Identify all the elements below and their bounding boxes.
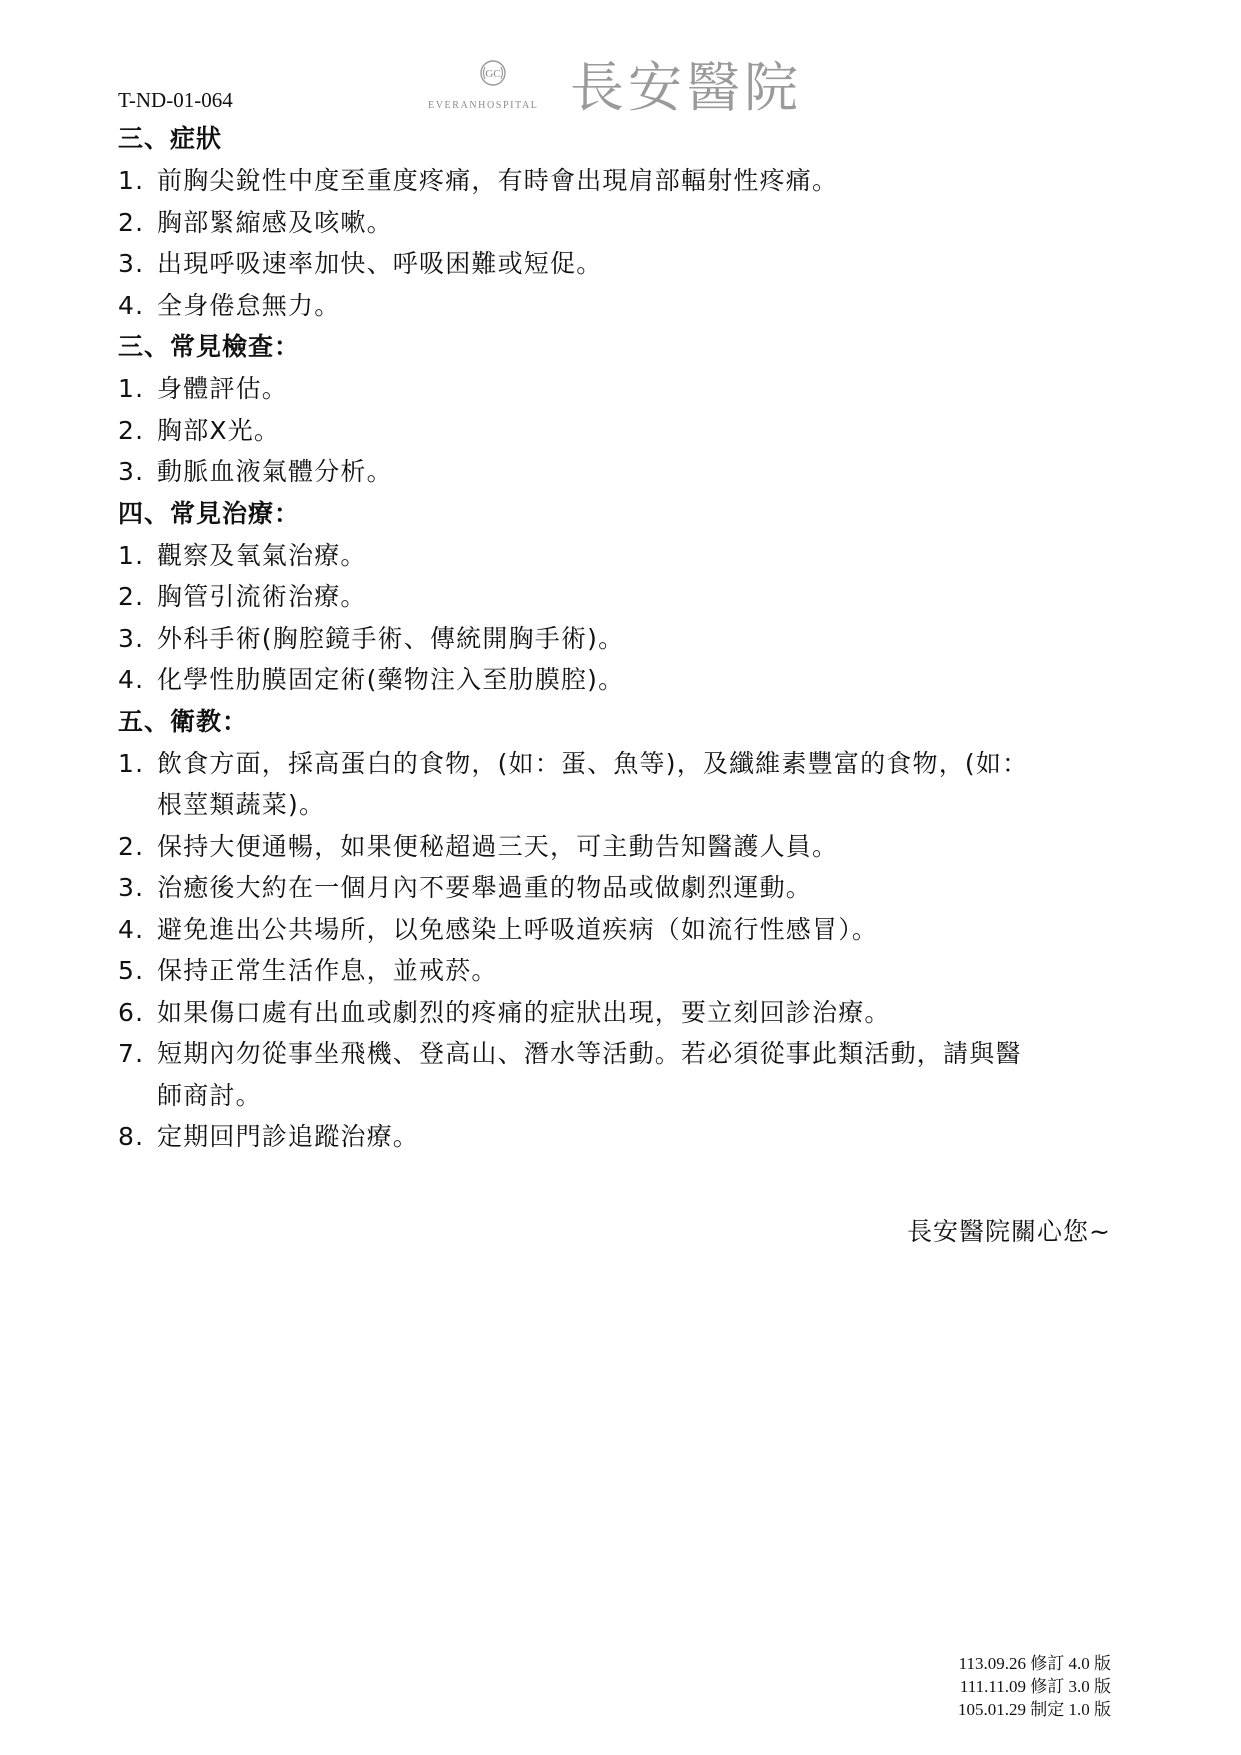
item-text: 前胸尖銳性中度至重度疼痛，有時會出現肩部輻射性疼痛。 xyxy=(157,166,839,195)
section-examinations xyxy=(118,326,1138,493)
item-number: 3. xyxy=(118,623,145,653)
item-number: 4. xyxy=(118,914,145,944)
list-item xyxy=(118,992,1138,1034)
document-body xyxy=(118,118,1138,1158)
item-text: 保持正常生活作息，並戒菸。 xyxy=(157,956,498,985)
item-text xyxy=(157,1033,1138,1116)
list-item xyxy=(118,576,1138,618)
logo-chinese-name: 長安醫院 xyxy=(570,56,802,119)
item-number: 3. xyxy=(118,249,145,278)
item-number: 2. xyxy=(118,831,145,861)
list-item xyxy=(118,909,1138,951)
item-text: 避免進出公共場所，以免感染上呼吸道疾病（如流行性感冒）。 xyxy=(157,914,879,944)
item-text: 定期回門診追蹤治療。 xyxy=(157,1122,420,1151)
svg-text:GC: GC xyxy=(485,68,501,80)
item-text-line: 根莖類蔬菜)。 xyxy=(157,790,326,819)
version-line: 113.09.26 修訂 4.0 版 xyxy=(958,1654,1111,1673)
list-item xyxy=(118,659,1138,701)
list-item xyxy=(118,535,1138,577)
item-number: 4. xyxy=(118,290,145,320)
section-treatments xyxy=(118,493,1138,701)
item-text: 全身倦怠無力。 xyxy=(157,290,341,320)
closing-note: 長安醫院關心您~ xyxy=(907,1217,1111,1246)
list-item xyxy=(118,743,1138,826)
item-text: 胸部X光。 xyxy=(157,415,281,445)
item-text-line: 飲食方面，採高蛋白的食物，(如：蛋、魚等)，及纖維素豐富的食物，(如： xyxy=(157,748,1029,778)
item-text: 身體評估。 xyxy=(157,374,289,403)
item-text: 外科手術(胸腔鏡手術、傳統開胸手術)。 xyxy=(157,623,625,653)
item-number: 7. xyxy=(118,1039,145,1068)
item-number: 6. xyxy=(118,997,145,1027)
item-text: 觀察及氧氣治療。 xyxy=(157,540,367,570)
list-item xyxy=(118,950,1138,992)
item-text: 保持大便通暢，如果便秘超過三天，可主動告知醫護人員。 xyxy=(157,831,839,861)
version-line: 111.11.09 修訂 3.0 版 xyxy=(959,1677,1111,1696)
hospital-emblem-icon xyxy=(478,58,508,88)
item-number: 1. xyxy=(118,540,145,570)
item-number: 1. xyxy=(118,748,145,778)
section-heading: 四、常見治療： xyxy=(118,498,301,528)
item-text: 胸部緊縮感及咳嗽。 xyxy=(157,207,393,237)
item-number: 2. xyxy=(118,415,145,445)
item-number: 4. xyxy=(118,665,145,694)
section-symptoms xyxy=(118,118,1138,326)
section-health-education xyxy=(118,701,1138,1158)
item-number: 3. xyxy=(118,873,145,902)
item-text: 如果傷口處有出血或劇烈的疼痛的症狀出現，要立刻回診治療。 xyxy=(157,997,891,1027)
item-number: 5. xyxy=(118,956,145,985)
logo-english-name: EVERANHOSPITAL xyxy=(428,100,539,111)
item-number: 2. xyxy=(118,207,145,237)
hospital-logo xyxy=(428,54,838,126)
version-line: 105.01.29 制定 1.0 版 xyxy=(958,1700,1111,1719)
section-heading: 五、衛教： xyxy=(118,706,249,736)
item-number: 1. xyxy=(118,166,145,195)
item-text xyxy=(157,743,1138,826)
item-text: 治癒後大約在一個月內不要舉過重的物品或做劇烈運動。 xyxy=(157,873,813,902)
list-item xyxy=(118,867,1138,909)
list-item xyxy=(118,1033,1138,1116)
item-number: 2. xyxy=(118,582,145,611)
list-item xyxy=(118,160,1138,202)
item-number: 8. xyxy=(118,1122,145,1151)
item-text: 化學性肋膜固定術(藥物注入至肋膜腔)。 xyxy=(157,665,625,694)
section-heading: 三、常見檢查： xyxy=(118,332,301,361)
list-item xyxy=(118,1116,1138,1158)
item-text-line: 師商討。 xyxy=(157,1080,262,1110)
list-item xyxy=(118,285,1138,327)
item-number: 1. xyxy=(118,374,145,403)
list-item xyxy=(118,202,1138,244)
document-code: T-ND-01-064 xyxy=(118,88,233,112)
section-heading: 三、症狀 xyxy=(118,124,223,153)
list-item xyxy=(118,243,1138,285)
list-item xyxy=(118,451,1138,493)
list-item xyxy=(118,826,1138,868)
list-item xyxy=(118,618,1138,660)
item-text-line: 短期內勿從事坐飛機、登高山、潛水等活動。若必須從事此類活動，請與醫 xyxy=(157,1039,1022,1068)
item-text: 出現呼吸速率加快、呼吸困難或短促。 xyxy=(157,249,603,278)
version-history xyxy=(958,1652,1111,1721)
list-item xyxy=(118,368,1138,410)
item-text: 動脈血液氣體分析。 xyxy=(157,457,393,486)
list-item xyxy=(118,410,1138,452)
item-number: 3. xyxy=(118,457,145,486)
item-text: 胸管引流術治療。 xyxy=(157,582,367,611)
